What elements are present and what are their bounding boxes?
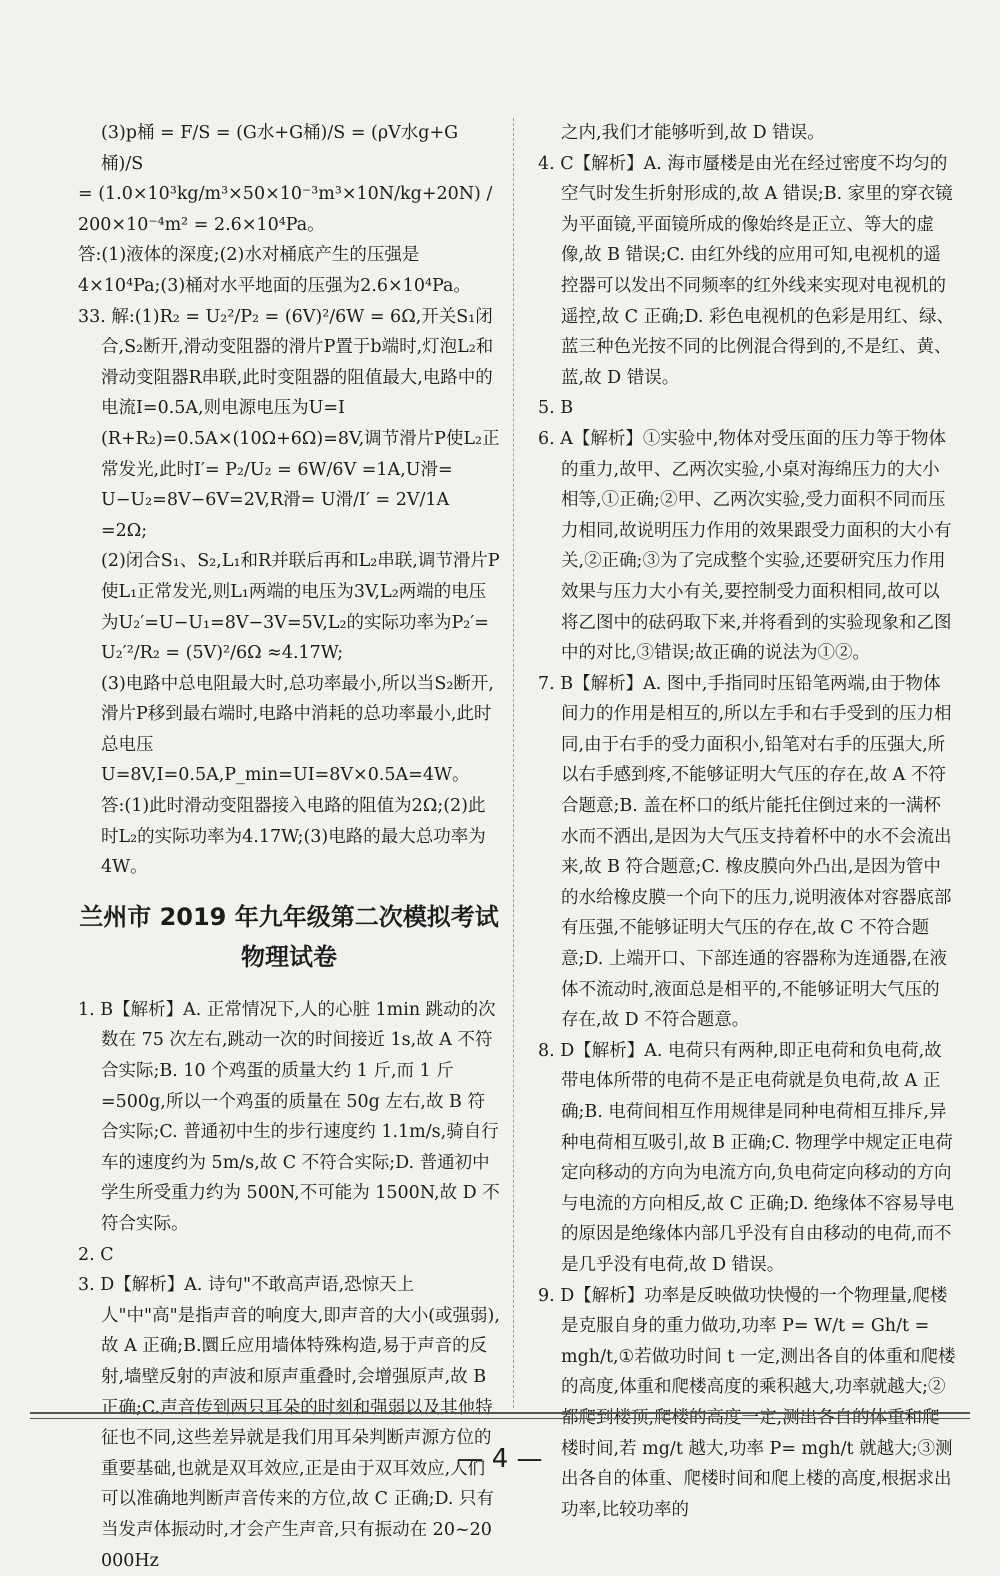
answer-q3-continued: 之内,我们才能够听到,故 D 错误。 [561,123,825,143]
footer-rule-bottom [30,1418,970,1419]
solution-33-part1: 33. 解:(1)R₂ = U₂²/P₂ = (6V)²/6W = 6Ω,开关S₁闭合,S₂断开,滑动变阻器的滑片P置于b端时,灯泡L₂和滑动变阻器R串联,此时变阻器的阻值最大,电路中的电流I=0.5A,则电源电压为U=I (R+R₂)=0.5A×(10Ω+6Ω)=8V,调节滑片P使L₂正常发光,此时I′= P₂/U₂ = 6W/6V =1A,U滑= U−U₂=8V−6V=2V,R滑= U滑/I′ = 2V/1A =2Ω; [78,306,500,541]
column-divider [513,118,514,1408]
page-number: — 4 — [457,1444,543,1474]
footer-rule-top [30,1412,970,1414]
section-title [78,897,500,977]
answer-33: 答:(1)此时滑动变阻器接入电路的阻值为2Ω;(2)此时L₂的实际功率为4.17W;(3)电路的最大总功率为4W。 [101,796,486,878]
answer-q8: 8. D【解析】A. 电荷只有两种,即正电荷和负电荷,故带电体所带的电荷不是正电荷就是负电荷,故 A 正确;B. 电荷间相互作用规律是同种电荷相互排斥,异种电荷相互吸引,故 B 正确;C. 物理学中规定正电荷定向移动的方向为电流方向,负电荷定向移动的方向与电流的方向相反,故 C 正确;D. 绝缘体不容易导电的原因是绝缘体内部几乎没有自由移动的电荷,而不是几乎没有电荷,故 D 错误。 [538,1040,955,1275]
answer-q2: 2. C [78,1244,114,1265]
answer-32: 答:(1)液体的深度;(2)水对桶底产生的压强是4×10⁴Pa;(3)桶对水平地面的压强为2.6×10⁴Pa。 [78,245,471,296]
solution-33-part3: (3)电路中总电阻最大时,总功率最小,所以当S₂断开,滑片P移到最右端时,电路中消耗的总功率最小,此时总电压U=8V,I=0.5A,P_min=UI=8V×0.5A=4W。 [101,673,494,786]
section-title-line1: 兰州市 2019 年九年级第二次模拟考试 [79,902,499,931]
answer-q3: 3. D【解析】A. 诗句"不敢高声语,恐惊天上人"中"高"是指声音的响度大,即声音的大小(或强弱),故 A 正确;B.圜丘应用墙体特殊构造,易于声音的反射,墙壁反射的声波和原声重叠时,会增强原声,故 B 正确;C.声音传到两只耳朵的时刻和强弱以及其他特征也不同,这些差异就是我们用耳朵判断声源方位的重要基础,也就是双耳效应,正是由于双耳效应,人们可以准确地判断声音传来的方位,故 C 正确;D. 只有当发声体振动时,才会产生声音,只有振动在 20~20 000Hz [78,1275,500,1571]
solution-33-part2: (2)闭合S₁、S₂,L₁和R并联后再和L₂串联,调节滑片P使L₁正常发光,则L₁两端的电压为3V,L₂两端的电压为U₂′=U−U₁=8V−3V=5V,L₂的实际功率为P₂′= U₂′²/R₂ = (5V)²/6Ω ≈4.17W; [101,551,500,664]
answer-q1: 1. B【解析】A. 正常情况下,人的心脏 1min 跳动的次数在 75 次左右,跳动一次的时间接近 1s,故 A 不符合实际;B. 10 个鸡蛋的质量大约 1 斤,而 1 斤 =500g,所以一个鸡蛋的质量在 50g 左右,故 B 符合实际;C. 普通初中生的步行速度约 1.1m/s,骑自行车的速度约为 5m/s,故 C 不符合实际;D. 普通初中学生所受重力约为 500N,不可能为 1500N,故 D 不符合实际。 [78,999,500,1234]
left-column [78,118,500,1576]
formula-pressure-bucket: (3)p桶 = F/S = (G水+G桶)/S = (ρV水g+G桶)/S [101,123,459,174]
answer-q9: 9. D【解析】功率是反映做功快慢的一个物理量,爬楼是克服自身的重力做功,功率 P= W/t = Gh/t = mgh/t,①若做功时间 t 一定,测出各自的体重和爬楼的高度,体重和爬楼高度的乘积越大,功率就越大;②都爬到楼顶,爬楼的高度一定,测出各自的体重和爬楼时间,若 mg/t 越大,功率 P= mgh/t 就越大;③测出各自的体重、爬楼时间和爬上楼的高度,根据求出功率,比较功率的 [538,1285,956,1520]
answer-q5: 5. B [538,398,574,419]
answer-q7: 7. B【解析】A. 图中,手指同时压铅笔两端,由于物体间力的作用是相互的,所以左手和右手受到的压力相同,由于右手的受力面积小,铅笔对右手的压强大,所以右手感到疼,不能够证明大气压的存在,故 A 不符合题意;B. 盖在杯口的纸片能托住倒过来的一满杯水而不洒出,是因为大气压支持着杯中的水不会流出来,故 B 符合题意;C. 橡皮膜向外凸出,是因为管中的水给橡皮膜一个向下的压力,说明液体对容器底部有压强,不能够证明大气压的存在,故 C 不符合题意;D. 上端开口、下部连通的容器称为连通器,在液体不流动时,液面总是相平的,不能够证明大气压的存在,故 D 不符合题意。 [538,673,952,1031]
section-title-line2: 物理试卷 [241,942,337,971]
formula-pressure-result: = (1.0×10³kg/m³×50×10⁻³m³×10N/kg+20N) / 200×10⁻⁴m² = 2.6×10⁴Pa。 [78,184,493,235]
answer-q6: 6. A【解析】①实验中,物体对受压面的压力等于物体的重力,故甲、乙两次实验,小桌对海绵压力的大小相等,①正确;②甲、乙两次实验,受力面积不同而压力相同,故说明压力作用的效果跟受力面积的大小有关,②正确;③为了完成整个实验,还要研究压力作用效果与压力大小有关,要控制受力面积相同,故可以将乙图中的砝码取下来,并将看到的实验现象和乙图中的对比,③错误;故正确的说法为①②。 [538,428,952,664]
right-column [538,118,956,1525]
answer-q4: 4. C【解析】A. 海市蜃楼是由光在经过密度不均匀的空气时发生折射形成的,故 A 错误;B. 家里的穿衣镜为平面镜,平面镜所成的像始终是正立、等大的虚像,故 B 错误;C. 由红外线的应用可知,电视机的遥控器可以发出不同频率的红外线来实现对电视机的遥控,故 C 正确;D. 彩色电视机的色彩是用红、绿、蓝三种色光按不同的比例混合得到的,不是红、黄、蓝,故 D 错误。 [538,153,955,388]
